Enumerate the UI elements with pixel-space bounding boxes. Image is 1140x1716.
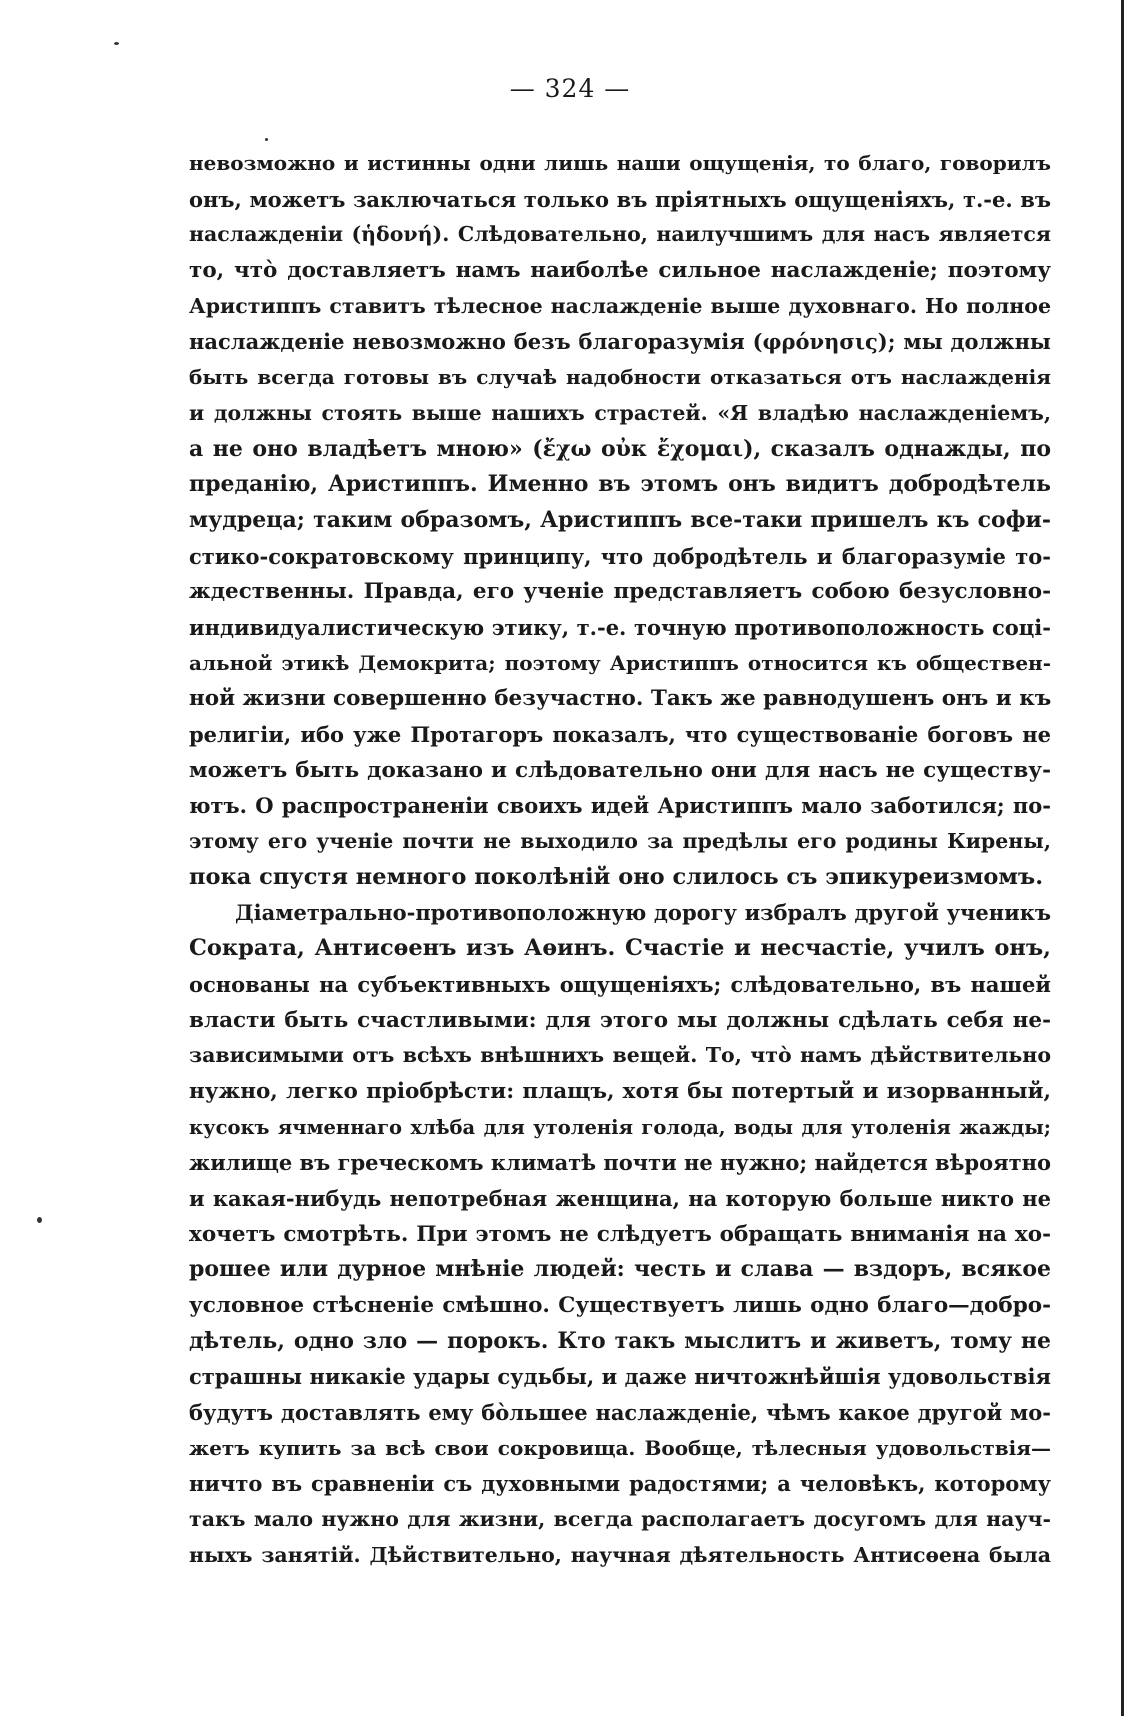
- text-line: индивидуалистическую этику, т.-е. точную противоположность соці-: [189, 614, 1051, 640]
- ink-speck: [37, 1217, 42, 1223]
- text-line: ждественны. Правда, его ученіе представляетъ собою безусловно-: [189, 579, 1051, 605]
- text-line: этому его ученіе почти не выходило за предѣлы его родины Кирены,: [189, 829, 1051, 854]
- text-line: а не оно владѣетъ мною» (ἔχω οὐκ ἔχομαι), сказалъ однажды, по: [189, 435, 1051, 462]
- text-line: наслажденіи (ἡδονή). Слѣдовательно, наилучшимъ для насъ является: [189, 222, 1051, 247]
- text-line: ныхъ занятій. Дѣйствительно, научная дѣятельность Антисѳена была: [189, 1542, 1051, 1567]
- text-line: и какая-нибудь непотребная женщина, на которую больше никто не: [189, 1185, 1051, 1211]
- text-line: Діаметрально-противоположную дорогу избралъ другой ученикъ: [235, 900, 1051, 926]
- ink-speck: [265, 138, 268, 141]
- text-line: рошее или дурное мнѣніе людей: честь и слава — вздоръ, всякое: [189, 1256, 1051, 1283]
- text-line: страшны никакіе удары судьбы, и даже ничтожнѣйшія удовольствія: [189, 1364, 1051, 1390]
- text-line: и должны стоять выше нашихъ страстей. «Я владѣю наслажденіемъ,: [189, 400, 1051, 425]
- text-line: зависимыми отъ всѣхъ внѣшнихъ вещей. То, что̀ намъ дѣйствительно: [189, 1043, 1051, 1068]
- text-line: ютъ. О распространеніи своихъ идей Аристиппъ мало заботился; по-: [189, 793, 1051, 819]
- text-line: преданію, Аристиппъ. Именно въ этомъ онъ видитъ добродѣтель: [189, 471, 1051, 498]
- text-line: такъ мало нужно для жизни, всегда располагаетъ досугомъ для науч-: [189, 1507, 1051, 1532]
- text-line: пока спустя немного поколѣній оно слилось съ эпикуреизмомъ.: [189, 863, 1044, 890]
- page-edge-line: [1121, 0, 1124, 1716]
- text-line: ной жизни совершенно безучастно. Такъ же равнодушенъ онъ и къ: [189, 686, 1051, 712]
- text-line: стико-сократовскому принципу, что добродѣтель и благоразуміе то-: [189, 543, 1051, 569]
- text-line: дѣтель, одно зло — порокъ. Кто такъ мыслитъ и живетъ, тому не: [189, 1327, 1051, 1354]
- text-line: религіи, ибо уже Протагоръ показалъ, что существованіе боговъ не: [189, 722, 1051, 747]
- text-line: жилище въ греческомъ климатѣ почти не нужно; найдется вѣроятно: [189, 1150, 1051, 1176]
- text-line: мудреца; таким образомъ, Аристиппъ все-таки пришелъ къ софи-: [189, 506, 1051, 533]
- body-text: [189, 146, 1051, 1574]
- text-line: альной этикѣ Демокрита; поэтому Аристиппъ относится къ обществен-: [189, 650, 1051, 675]
- text-line: невозможно и истинны одни лишь наши ощущенія, то благо, говорилъ: [189, 151, 1051, 175]
- page-number: — 324 —: [509, 74, 631, 103]
- text-line: будутъ доставлять ему бо̀льшее наслажденіе, чѣмъ какое другой мо-: [189, 1400, 1051, 1426]
- text-line: основаны на субъективныхъ ощущеніяхъ; слѣдовательно, въ нашей: [189, 971, 1051, 997]
- ink-speck: [114, 42, 119, 45]
- text-line: ничто въ сравненіи съ духовными радостями; а человѣкъ, которому: [189, 1471, 1051, 1497]
- text-line: быть всегда готовы въ случаѣ надобности отказаться отъ наслажденія: [189, 365, 1051, 390]
- text-line: хочетъ смотрѣть. При этомъ не слѣдуетъ обращать вниманія на хо-: [189, 1221, 1051, 1247]
- text-line: то, что̀ доставляетъ намъ наиболѣе сильное наслажденіе; поэтому: [189, 258, 1051, 284]
- text-line: можетъ быть доказано и слѣдовательно они для насъ не существу-: [189, 757, 1051, 783]
- text-line: Сократа, Антисѳенъ изъ Аѳинъ. Счастіе и несчастіе, училъ онъ,: [189, 935, 1051, 962]
- text-line: жетъ купить за всѣ свои сокровища. Вообще, тѣлесныя удовольствія—: [189, 1435, 1051, 1460]
- text-line: власти быть счастливыми: для этого мы должны сдѣлать себя не-: [189, 1007, 1051, 1033]
- text-line: условное стѣсненіе смѣшно. Существуетъ лишь одно благо—добро-: [189, 1293, 1051, 1318]
- text-line: нужно, легко пріобрѣсти: плащъ, хотя бы потертый и изорванный,: [189, 1078, 1051, 1104]
- text-line: наслажденіе невозможно безъ благоразумія (φρόνησις); мы должны: [189, 329, 1051, 355]
- text-line: кусокъ ячменнаго хлѣба для утоленія голода, воды для утоленія жажды;: [189, 1115, 1051, 1139]
- text-line: Аристиппъ ставитъ тѣлесное наслажденіе выше духовнаго. Но полное: [189, 293, 1051, 318]
- text-line: онъ, можетъ заключаться только въ пріятныхъ ощущеніяхъ, т.-е. въ: [189, 186, 1051, 212]
